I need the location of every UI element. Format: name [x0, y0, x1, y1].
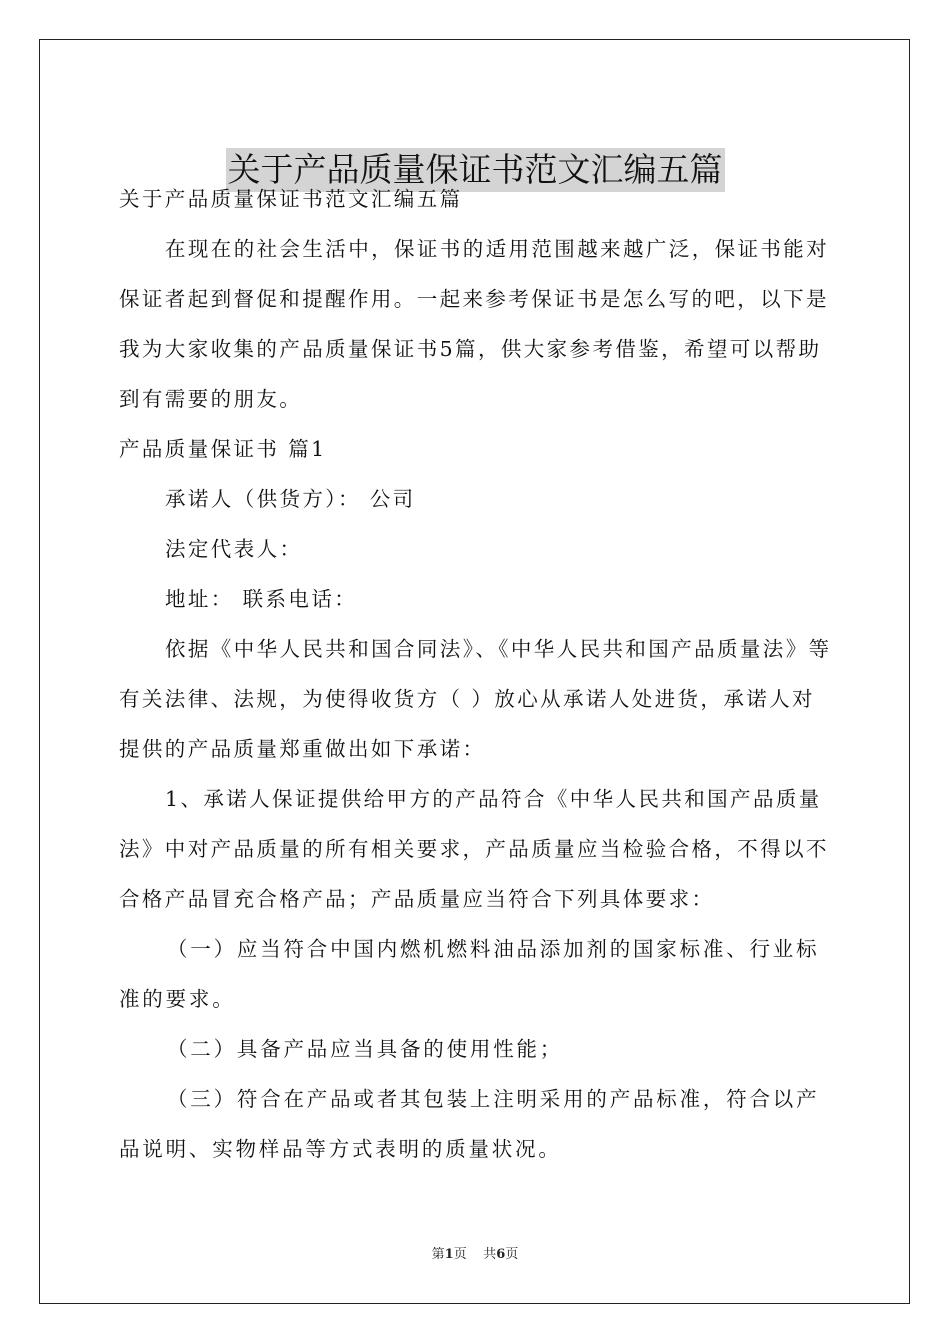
total-suffix: 页: [505, 1247, 519, 1262]
section-heading: 产品质量保证书 篇1: [119, 437, 327, 461]
legal-rep-line: 法定代表人：: [165, 537, 303, 561]
intro-paragraph: 在现在的社会生活中，保证书的适用范围越来越广泛，保证书能对保证者起到督促和提醒作用。一起来参考保证书是怎么写的吧，以下是我为大家收集的产品质量保证书5篇，供大家参考借鉴，希望可以帮助到有需要的朋友。: [119, 237, 830, 411]
total-pages: 6: [496, 1247, 506, 1262]
promisor-line: 承诺人（供货方）： 公司: [165, 487, 416, 511]
clause-1-item-3: （三）符合在产品或者其包装上注明采用的产品标准，符合以产品说明、实物样品等方式表明的质量状况。: [119, 1087, 820, 1161]
page-number: 1: [444, 1247, 454, 1262]
legal-basis-paragraph: 依据《中华人民共和国合同法》、《中华人民共和国产品质量法》等有关法律、法规，为使得收货方（ ）放心从承诺人处进货，承诺人对提供的产品质量郑重做出如下承诺：: [119, 637, 832, 761]
page-suffix: 页: [453, 1247, 467, 1262]
document-title: 关于产品质量保证书范文汇编五篇: [226, 148, 725, 192]
page-footer: [0, 1246, 950, 1264]
clause-1-item-1: （一）应当符合中国内燃机燃料油品添加剂的国家标准、行业标准的要求。: [119, 937, 820, 1011]
subtitle-line: 关于产品质量保证书范文汇编五篇: [119, 187, 463, 211]
document-body: [119, 174, 835, 1174]
page-prefix: 第: [431, 1247, 445, 1262]
clause-1-item-2: （二）具备产品应当具备的使用性能；: [167, 1037, 564, 1061]
total-prefix: 共: [483, 1247, 497, 1262]
clause-1-paragraph: 1、承诺人保证提供给甲方的产品符合《中华人民共和国产品质量法》中对产品质量的所有相关要求，产品质量应当检验合格，不得以不合格产品冒充合格产品；产品质量应当符合下列具体要求：: [119, 787, 829, 911]
address-line: 地址： 联系电话：: [165, 587, 358, 611]
